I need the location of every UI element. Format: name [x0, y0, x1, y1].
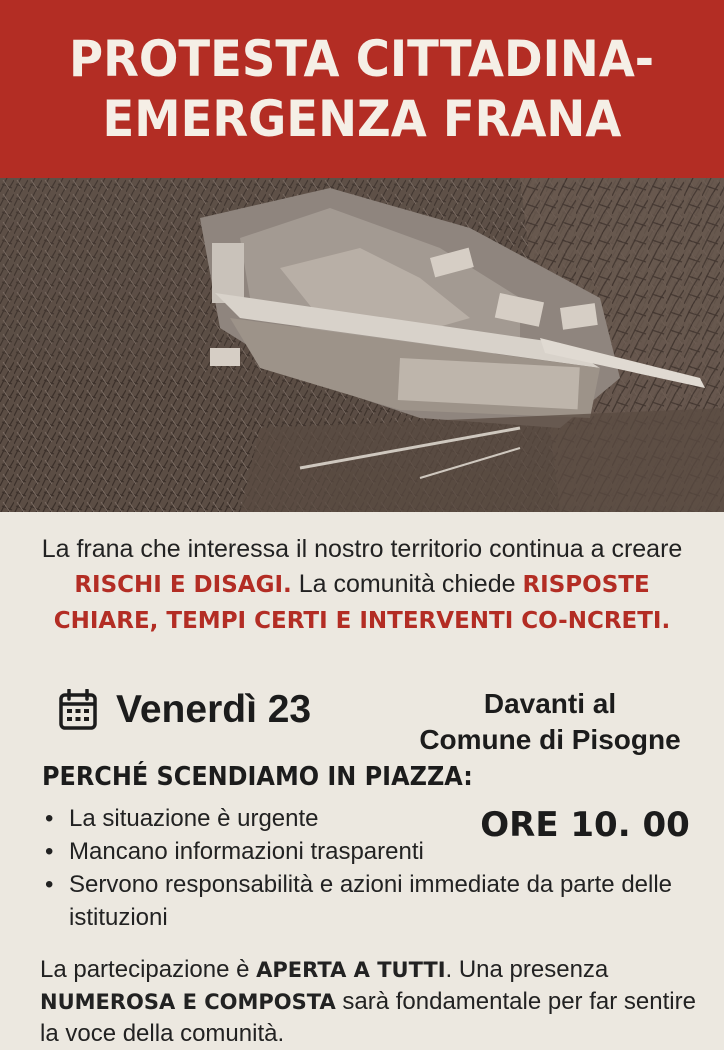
intro-highlight-risks: RISCHI E DISAGI.	[74, 572, 292, 598]
outro-text-2: . Una presenza	[445, 956, 609, 983]
calendar-icon	[58, 689, 98, 731]
event-time: ORE 10. 00	[480, 805, 690, 845]
reasons-title: PERCHÉ SCENDIAMO IN PIAZZA:	[42, 762, 473, 792]
closing-paragraph	[40, 954, 700, 1050]
list-item: • La situazione è urgente	[42, 802, 692, 835]
location-line-1: Davanti al	[483, 688, 617, 719]
outro-bold-open: APERTA A TUTTI	[256, 958, 446, 982]
event-date	[58, 688, 311, 732]
intro-text-2: La comunità chiede	[291, 570, 523, 598]
intro-paragraph	[30, 532, 694, 639]
title-line-1: PROTESTA CITTADINA-	[69, 30, 655, 88]
list-item: • Mancano informazioni trasparenti	[42, 835, 692, 868]
outro-bold-numerous: NUMEROSA E COMPOSTA	[40, 990, 336, 1014]
landslide-photo	[0, 178, 724, 512]
date-label: Venerdì 23	[116, 688, 312, 731]
outro-text-1: La partecipazione è	[40, 956, 257, 983]
title-line-2: EMERGENZA FRANA	[102, 90, 622, 148]
intro-highlight-demands: RISPOSTE CHIARE, TEMPI CERTI E INTERVENTI CO-NCRETI.	[53, 572, 671, 634]
intro-text-1: La frana che interessa il nostro territorio continua a creare	[41, 535, 683, 563]
landslide-image	[0, 178, 724, 512]
outro-text-3: sarà fondamentale per far sentire la voce della comunità.	[40, 988, 696, 1047]
list-item: • Servono responsabilità e azioni immediate da parte delle istituzioni	[42, 868, 692, 934]
header-banner	[0, 0, 724, 178]
location-line-2: Comune di Pisogne	[419, 724, 681, 755]
event-location	[400, 686, 700, 758]
